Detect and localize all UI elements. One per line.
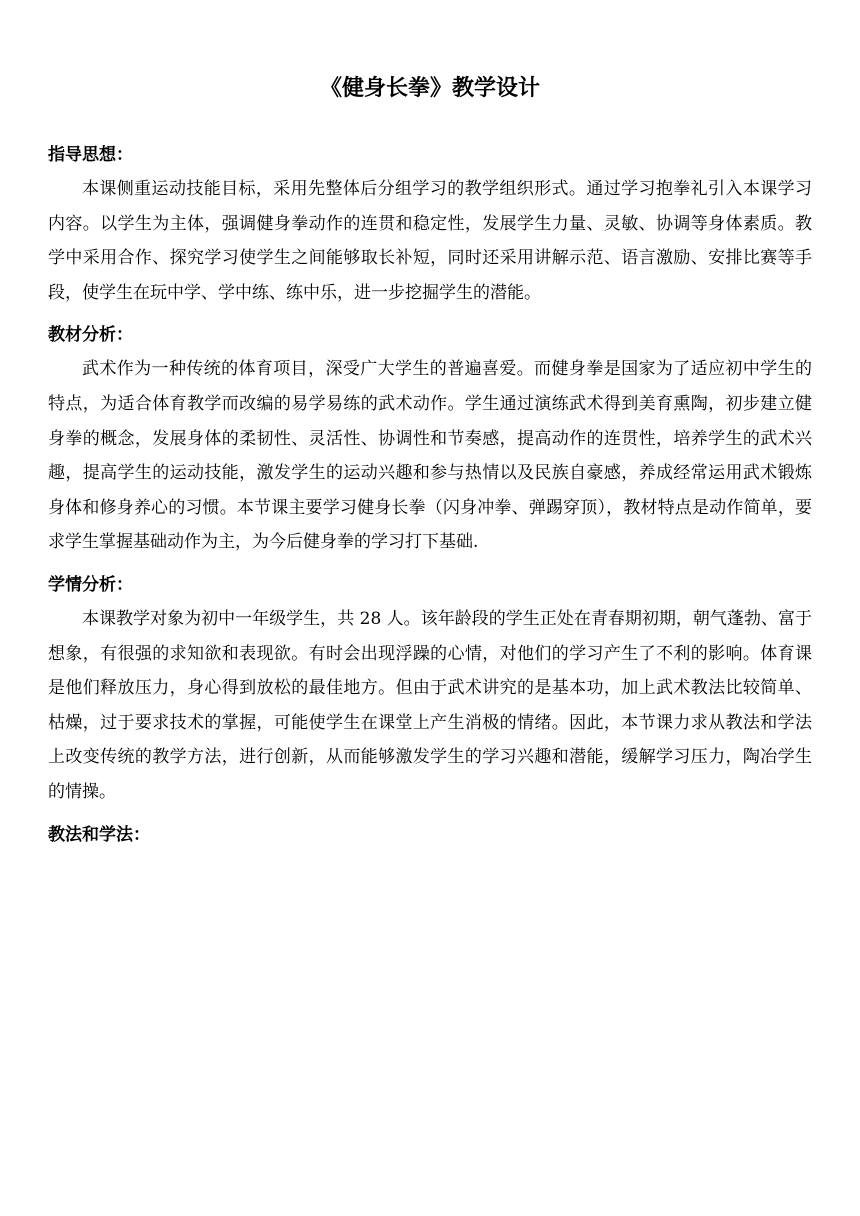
section-paragraph: 本课教学对象为初中一年级学生，共 28 人。该年龄段的学生正处在青春期初期，朝气蓬勃、富于想象，有很强的求知欲和表现欲。有时会出现浮躁的心情，对他们的学习产生了不利的影响。体育课是他们释放压力，身心得到放松的最佳地方。但由于武术讲究的是基本功，加上武术教法比较简单、枯燥，过于要求技术的掌握，可能使学生在课堂上产生消极的情绪。因此，本节课力求从教法和学法上改变传统的教学方法，进行创新，从而能够激发学生的学习兴趣和潜能，缓解学习压力，陶冶学生的情操。 (48, 608, 812, 802)
section-material-analysis (48, 318, 812, 560)
section-paragraph: 武术作为一种传统的体育项目，深受广大学生的普遍喜爱。而健身拳是国家为了适应初中学生的特点，为适合体育教学而改编的易学易练的武术动作。学生通过演练武术得到美育熏陶，初步建立健身拳的概念，发展身体的柔韧性、灵活性、协调性和节奏感，提高动作的连贯性，培养学生的武术兴趣，提高学生的运动技能，激发学生的运动兴趣和参与热情以及民族自豪感，养成经常运用武术锻炼身体和修身养心的习惯。本节课主要学习健身长拳（闪身冲拳、弹踢穿顶），教材特点是动作简单，要求学生掌握基础动作为主，为今后健身拳的学习打下基础. (48, 359, 812, 553)
section-heading: 教法和学法： (48, 824, 150, 845)
section-guiding-ideology (48, 138, 812, 310)
document-title: 《健身长拳》教学设计 (319, 75, 540, 101)
section-heading: 教材分析： (48, 325, 133, 346)
section-paragraph: 本课侧重运动技能目标，采用先整体后分组学习的教学组织形式。通过学习抱拳礼引入本课学习内容。以学生为主体，强调健身拳动作的连贯和稳定性，发展学生力量、灵敏、协调等身体素质。教学中采用合作、探究学习使学生之间能够取长补短，同时还采用讲解示范、语言激励、安排比赛等手段，使学生在玩中学、学中练、练中乐，进一步挖掘学生的潜能。 (48, 179, 812, 303)
section-heading: 指导思想： (48, 145, 133, 165)
section-teaching-methods (48, 818, 812, 852)
section-student-analysis (48, 568, 812, 810)
section-heading: 学情分析： (48, 574, 133, 595)
document-body (48, 138, 812, 852)
